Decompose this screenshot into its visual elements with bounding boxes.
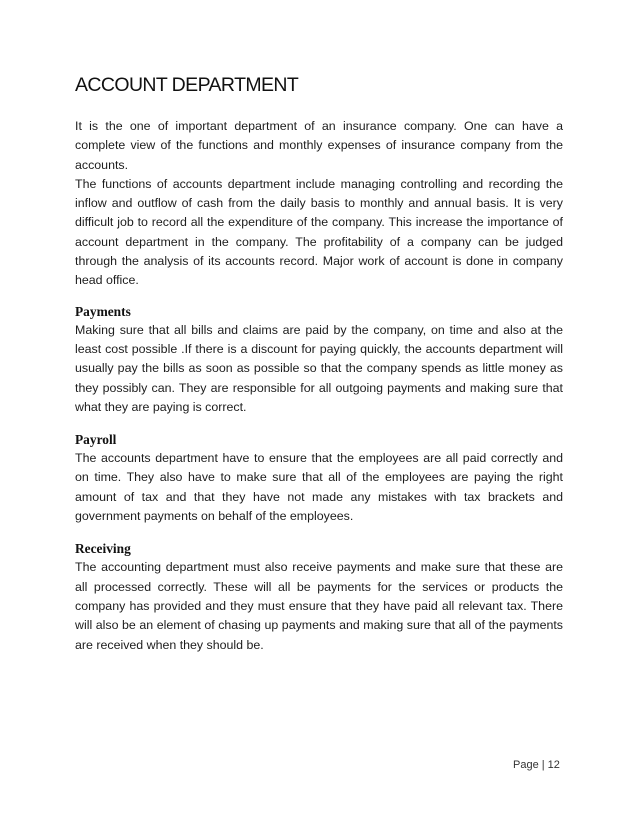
- receiving-paragraph: The accounting department must also receive payments and make sure that these are all processed correctly. These will all be payments for the services or products the company has provided and they must ensure that they have paid all relevant tax. There will also be an element of chasing up payments and making sure that all of the payments are received when they should be.: [75, 560, 563, 652]
- page-number: Page | 12: [513, 759, 560, 771]
- payroll-section: [75, 431, 563, 526]
- intro-section: [75, 117, 563, 291]
- payroll-heading: Payroll: [75, 432, 117, 448]
- intro-paragraph-2: The functions of accounts department include managing controlling and recording the inflow and outflow of cash from the daily basis to monthly and annual basis. It is very difficult job to record all the expenditure of the company. This increase the importance of account department in the company. The profitability of a company can be judged through the analysis of its accounts record. Major work of account is done in company head office.: [75, 176, 563, 288]
- page-content: [75, 73, 563, 655]
- payroll-paragraph: The accounts department have to ensure that the employees are all paid correctly and on time. They also have to make sure that all of the employees are paying the right amount of tax and that they have not made any mistakes with tax brackets and government payments on behalf of the employees.: [75, 451, 563, 524]
- payments-paragraph: Making sure that all bills and claims are paid by the company, on time and also at the least cost possible .If there is a discount for paying quickly, the accounts department will usually pay the bills as soon as possible so that the company spends as little money as they possibly can. They are responsible for all outgoing payments and making sure that what they are paying is correct.: [75, 322, 563, 414]
- page-title: ACCOUNT DEPARTMENT: [75, 74, 299, 96]
- payments-heading: Payments: [75, 303, 131, 319]
- receiving-section: [75, 540, 563, 654]
- receiving-heading: Receiving: [75, 541, 131, 557]
- intro-paragraph-1: It is the one of important department of an insurance company. One can have a complete view of the functions and monthly expenses of insurance company from the accounts.: [75, 119, 563, 172]
- payments-section: [75, 303, 563, 417]
